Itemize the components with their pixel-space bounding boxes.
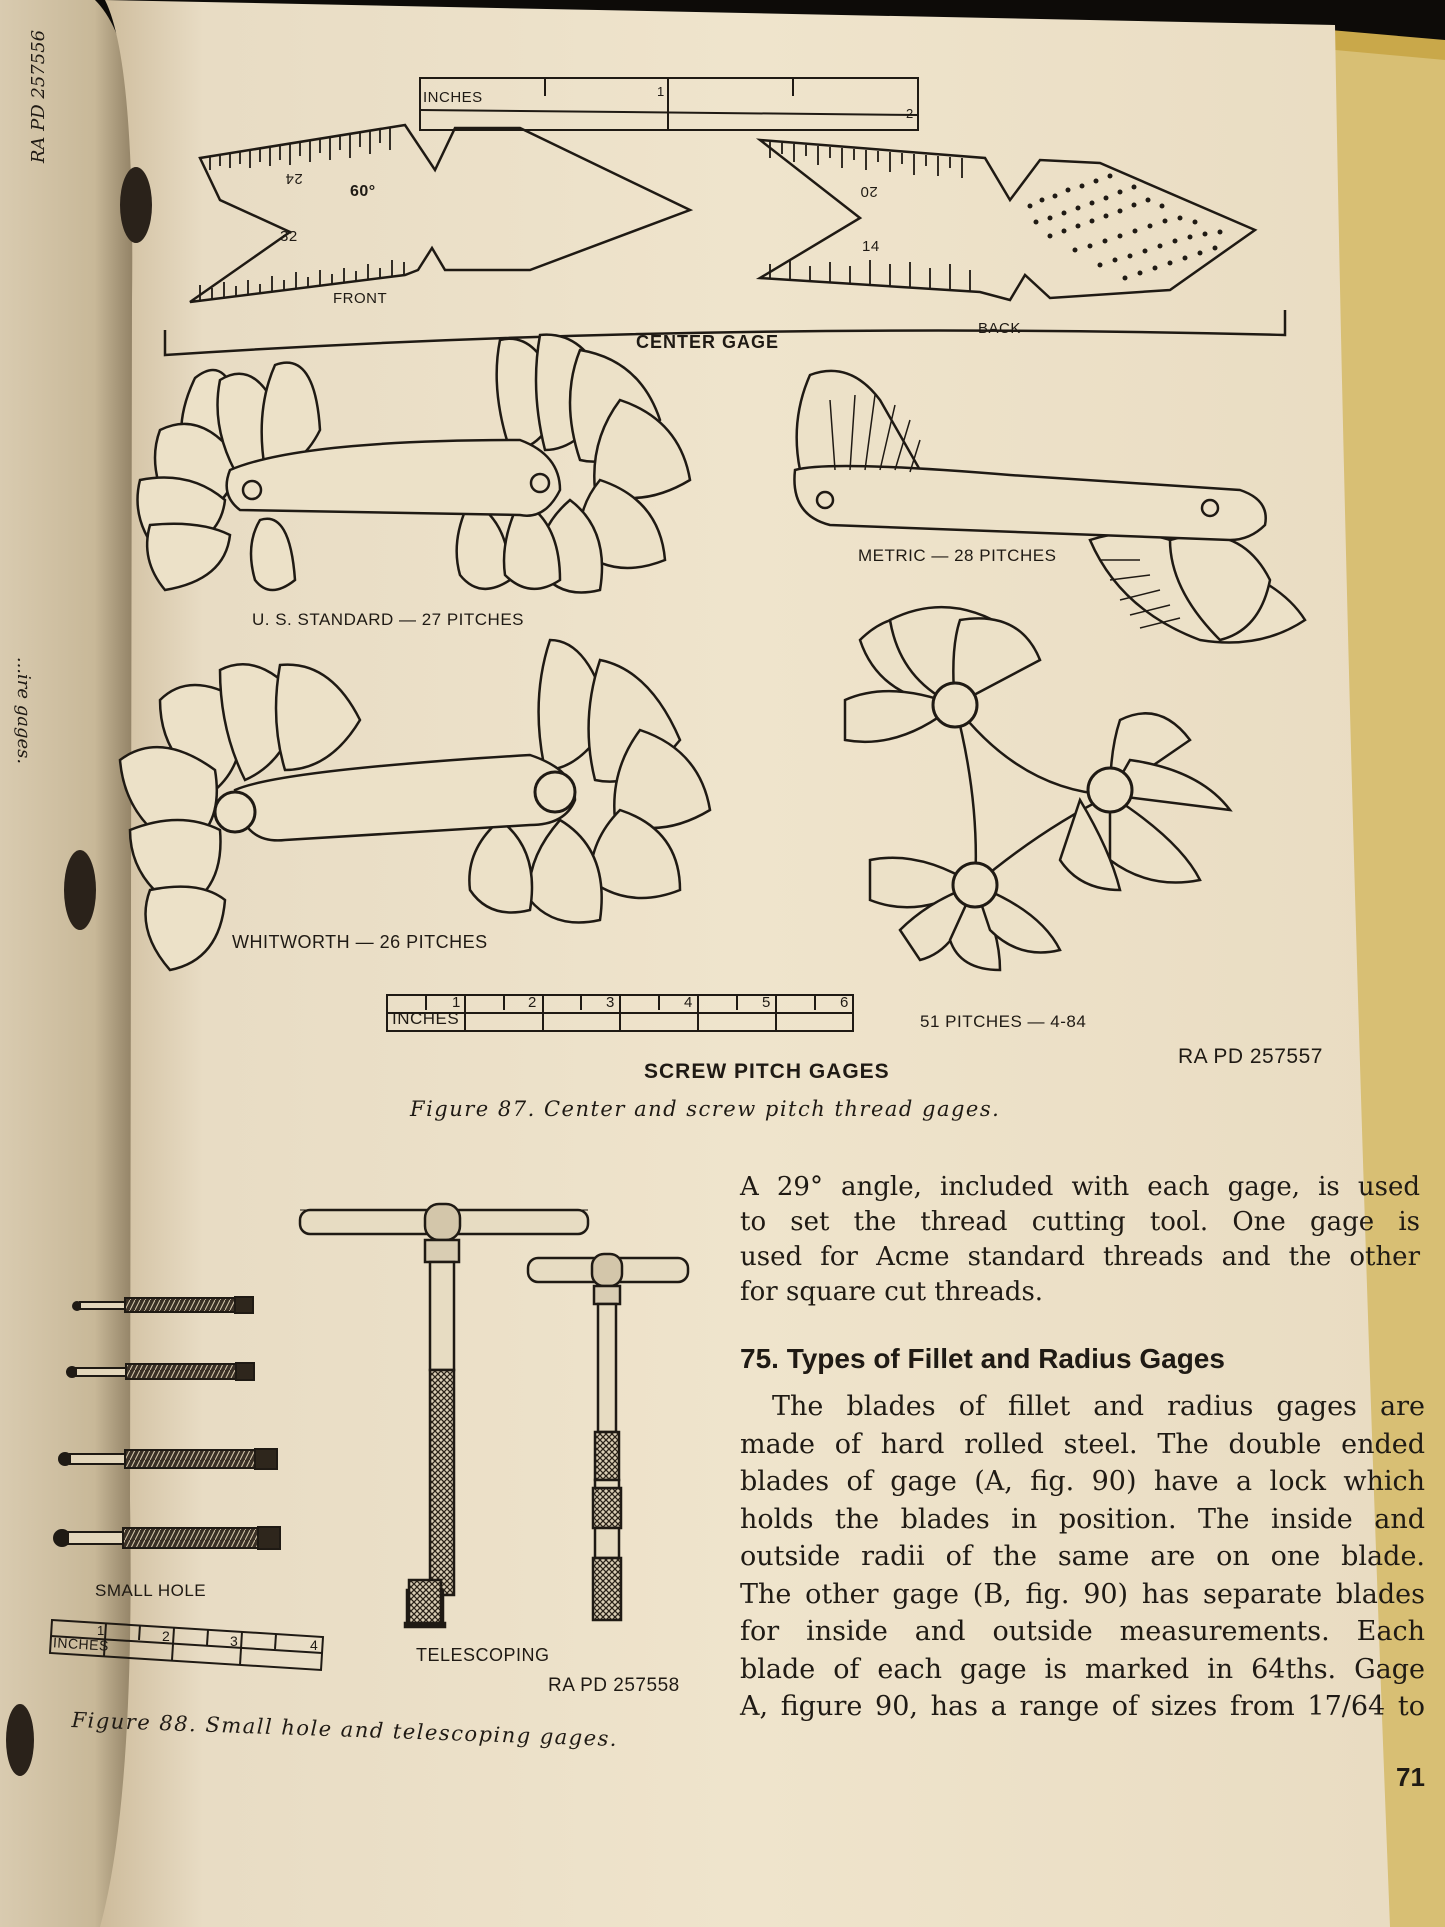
section-line-6: The other gage (B, fig. 90) has separate blades — [740, 1578, 1425, 1610]
screw-pitch-scale-tick-4: 4 — [684, 994, 693, 1011]
center-gage-back-number-14: 14 — [862, 238, 880, 255]
screw-pitch-scale-tick-3: 3 — [606, 994, 615, 1011]
center-gage-front-label: FRONT — [333, 290, 388, 307]
metric-label: METRIC — 28 PITCHES — [858, 546, 1057, 565]
section-line-1: The blades of fillet and radius gages are — [772, 1391, 1425, 1422]
intro-line-3: used for Acme standard threads and the other — [740, 1242, 1420, 1272]
left-margin-code: RA PD 257556 — [28, 29, 50, 164]
screw-pitch-scale-tick-6: 6 — [840, 994, 849, 1011]
screw-pitch-scale-tick-2: 2 — [528, 994, 537, 1011]
center-gage-scale-unit: INCHES — [423, 89, 483, 106]
small-hole-scale-tick-4: 4 — [310, 1637, 319, 1653]
page-number: 71 — [1396, 1762, 1425, 1792]
screw-pitch-gages-title: SCREW PITCH GAGES — [644, 1060, 890, 1083]
telescoping-label: TELESCOPING — [416, 1645, 550, 1665]
section-line-5: outside radii of the same are on one blade. — [740, 1541, 1425, 1572]
intro-line-1: A 29° angle, included with each gage, is used — [740, 1172, 1420, 1202]
center-gage-back-label: BACK — [978, 320, 1021, 337]
whitworth-pivot-left — [215, 792, 255, 832]
section-line-9: A, figure 90, has a range of sizes from 17/64 to — [740, 1691, 1425, 1722]
center-gage-front-number-32: 32 — [280, 228, 298, 245]
figure87-caption: Figure 87. Center and screw pitch thread gages. — [410, 1097, 1001, 1121]
section-line-8: blade of each gage is marked in 64ths. Gage — [740, 1653, 1425, 1685]
us-standard-label: U. S. STANDARD — 27 PITCHES — [252, 610, 525, 629]
section-line-4: holds the blades in position. The inside and — [740, 1503, 1425, 1535]
screw-pitch-scale-unit: INCHES — [392, 1009, 460, 1028]
center-gage-back-number-20: 20 — [860, 183, 878, 200]
screw-pitch-scale-tick-1: 1 — [452, 994, 461, 1011]
intro-line-2: to set the thread cutting tool. One gage is — [740, 1207, 1420, 1237]
pitches-51-hub-bottom — [953, 863, 997, 907]
figure87-ref-code: RA PD 257557 — [1178, 1045, 1323, 1068]
center-gage-tick-1: 1 — [657, 84, 665, 99]
section-line-3: blades of gage (A, fig. 90) have a lock which — [740, 1466, 1425, 1497]
section-75-paragraph — [740, 1388, 1425, 1726]
center-gage-tick-2: 2 — [906, 106, 914, 121]
section-75-heading: 75. Types of Fillet and Radius Gages — [740, 1343, 1225, 1374]
intro-line-4: for square cut threads. — [740, 1277, 1044, 1307]
pitches-51-hub-top — [933, 683, 977, 727]
intro-paragraph — [740, 1170, 1420, 1310]
center-gage-front-number-24: 24 — [285, 170, 303, 187]
screw-pitch-scale-tick-5: 5 — [762, 994, 771, 1011]
center-gage-angle: 60° — [350, 183, 376, 200]
small-hole-scale-unit: INCHES — [52, 1634, 110, 1654]
whitworth-label: WHITWORTH — 26 PITCHES — [232, 932, 488, 952]
figure88-ref-code: RA PD 257558 — [548, 1675, 680, 1696]
small-hole-scale-tick-2: 2 — [162, 1628, 171, 1644]
figure88-caption: Figure 88. Small hole and telescoping gages. — [71, 1708, 619, 1752]
small-hole-scale-tick-3: 3 — [230, 1633, 239, 1649]
whitworth-pivot-right — [535, 772, 575, 812]
small-hole-label: SMALL HOLE — [95, 1581, 207, 1600]
section-line-7: for inside and outside measurements. Each — [740, 1616, 1425, 1647]
section-line-2: made of hard rolled steel. The double ended — [740, 1428, 1425, 1460]
left-margin-word: ...ire gages. — [13, 656, 35, 765]
pitches-51-label: 51 PITCHES — 4-84 — [920, 1012, 1087, 1031]
pitches-51-hub-right — [1088, 768, 1132, 812]
center-gage-title: CENTER GAGE — [636, 332, 780, 352]
small-hole-scale-tick-1: 1 — [97, 1623, 105, 1638]
